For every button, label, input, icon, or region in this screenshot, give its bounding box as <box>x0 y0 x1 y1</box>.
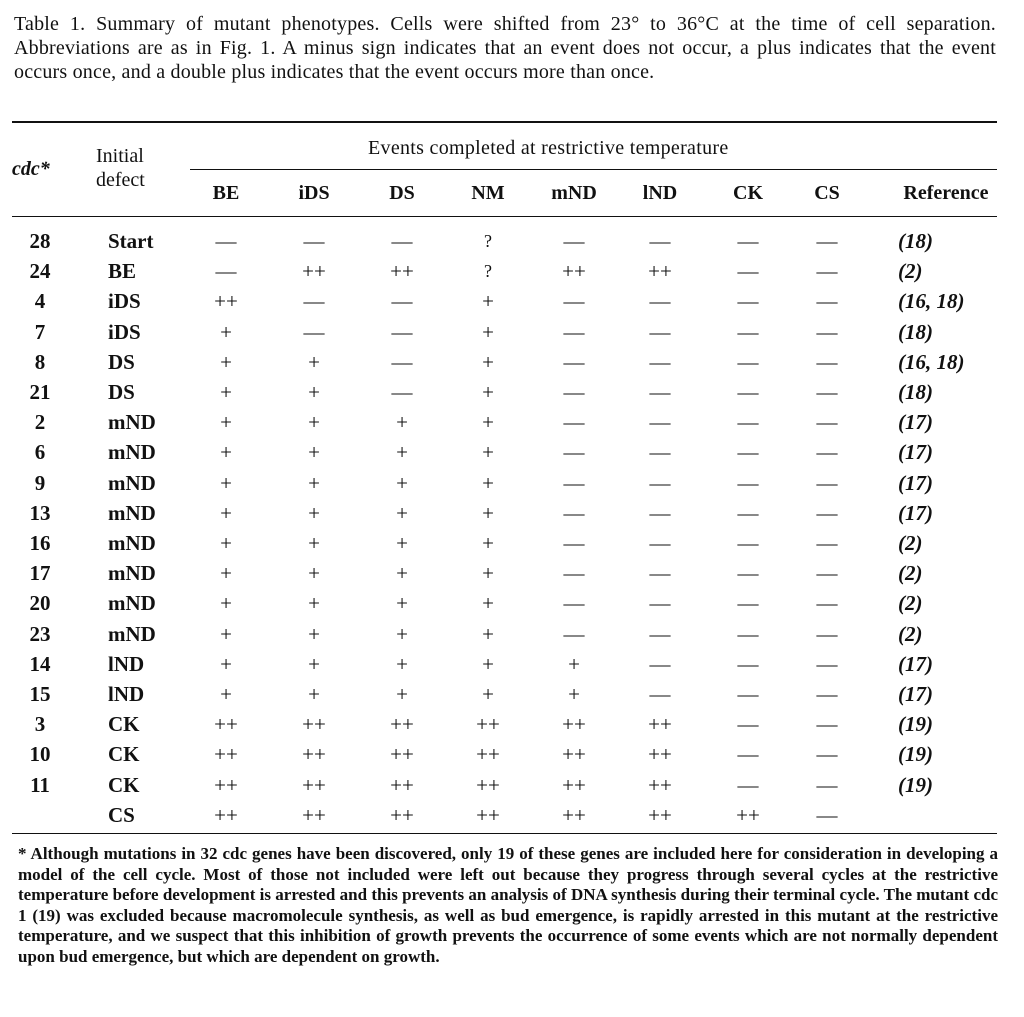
cdc-number: 6 <box>34 440 46 465</box>
event-cell-ck: — <box>737 410 759 435</box>
table-row <box>0 649 1024 679</box>
event-cell-nm: + <box>482 380 494 404</box>
event-cell-cs: — <box>816 682 838 706</box>
event-cell-ds: + <box>396 500 408 525</box>
event-cell-nm: + <box>482 319 494 344</box>
event-cell-cs: — <box>816 380 838 404</box>
event-cell-ids: + <box>308 651 320 676</box>
event-cell-be: + <box>220 682 232 706</box>
event-cell-mnd: — <box>563 561 585 586</box>
event-cell-lnd: — <box>649 561 671 586</box>
event-cell-lnd: — <box>649 682 671 706</box>
table-row <box>0 619 1024 649</box>
event-cell-ck: ++ <box>736 802 760 827</box>
event-cell-nm: + <box>482 470 494 495</box>
event-cell-ds: — <box>391 380 413 404</box>
initial-defect: iDS <box>108 319 141 344</box>
column-header-lnd: lND <box>642 182 678 204</box>
event-cell-be: ++ <box>214 742 238 767</box>
initial-defect: CK <box>108 712 140 737</box>
event-cell-lnd: — <box>649 531 671 555</box>
column-header-reference: Reference <box>903 182 989 204</box>
cdc-column-header: cdc* <box>12 158 50 180</box>
table-row <box>0 407 1024 437</box>
event-cell-ids: + <box>308 349 320 374</box>
reference-cell: (17) <box>898 651 933 676</box>
event-cell-be: + <box>220 531 232 555</box>
event-cell-be: + <box>220 470 232 495</box>
event-cell-ds: + <box>396 682 408 706</box>
table-row <box>0 347 1024 377</box>
cdc-number: 11 <box>30 772 50 797</box>
event-cell-ds: + <box>396 621 408 646</box>
event-cell-cs: — <box>816 531 838 555</box>
event-cell-ids: + <box>308 440 320 465</box>
reference-cell: (19) <box>898 772 933 797</box>
cdc-number: 15 <box>29 682 51 706</box>
event-cell-cs: — <box>816 410 838 435</box>
event-cell-lnd: — <box>649 651 671 676</box>
table-row <box>0 588 1024 618</box>
event-cell-mnd: ++ <box>562 259 586 284</box>
initial-defect: CS <box>108 802 135 827</box>
initial-defect: mND <box>108 410 156 435</box>
event-cell-ids: + <box>308 410 320 435</box>
event-cell-ck: — <box>737 651 759 676</box>
event-cell-cs: — <box>816 289 838 314</box>
reference-cell: (18) <box>898 229 933 253</box>
event-cell-be: ++ <box>214 802 238 827</box>
table-row <box>0 226 1024 256</box>
event-cell-mnd: — <box>563 229 585 253</box>
event-cell-be: ++ <box>214 712 238 737</box>
event-cell-ds: — <box>391 229 413 253</box>
event-cell-mnd: ++ <box>562 772 586 797</box>
event-cell-ds: + <box>396 651 408 676</box>
reference-cell: (19) <box>898 712 933 737</box>
bottom-rule <box>12 833 997 834</box>
event-cell-cs: — <box>816 440 838 465</box>
event-cell-ds: + <box>396 531 408 555</box>
event-cell-cs: — <box>816 470 838 495</box>
cdc-number: 13 <box>29 500 51 525</box>
event-cell-ids: + <box>308 682 320 706</box>
table-caption: Table 1. Summary of mutant phenotypes. Cells were shifted from 23° to 36°C at the time of cell separation. Abbreviations are as in Fig. 1. A minus sign indicates that an event does not occur, a plus indicates that the event occurs once, and a double plus indicates that the event occurs more than once. <box>14 13 996 83</box>
initial-defect: DS <box>108 380 135 404</box>
event-cell-ids: + <box>308 531 320 555</box>
event-cell-be: + <box>220 319 232 344</box>
event-cell-ck: — <box>737 742 759 767</box>
event-cell-mnd: — <box>563 349 585 374</box>
initial-defect: DS <box>108 349 135 374</box>
event-cell-ck: — <box>737 229 759 253</box>
event-cell-nm: + <box>482 621 494 646</box>
event-cell-cs: — <box>816 349 838 374</box>
event-cell-ids: + <box>308 380 320 404</box>
event-cell-be: + <box>220 500 232 525</box>
event-cell-ck: — <box>737 591 759 616</box>
event-cell-cs: — <box>816 561 838 586</box>
event-cell-nm: + <box>482 682 494 706</box>
event-cell-mnd: ++ <box>562 802 586 827</box>
event-cell-mnd: + <box>568 651 580 676</box>
reference-cell: (19) <box>898 742 933 767</box>
column-header-mnd: mND <box>551 182 597 204</box>
event-cell-mnd: — <box>563 319 585 344</box>
event-cell-cs: — <box>816 621 838 646</box>
column-header-ck: CK <box>733 182 763 204</box>
event-cell-nm: + <box>482 651 494 676</box>
initial-defect: mND <box>108 621 156 646</box>
reference-cell: (18) <box>898 319 933 344</box>
event-cell-cs: — <box>816 712 838 737</box>
event-cell-mnd: — <box>563 470 585 495</box>
event-cell-nm: + <box>482 349 494 374</box>
reference-cell: (2) <box>898 621 923 646</box>
initial-defect: mND <box>108 591 156 616</box>
event-cell-ds: — <box>391 349 413 374</box>
event-cell-lnd: ++ <box>648 712 672 737</box>
cdc-number: 2 <box>34 410 46 435</box>
event-cell-ck: — <box>737 712 759 737</box>
table-row <box>0 558 1024 588</box>
event-cell-ds: ++ <box>390 712 414 737</box>
event-cell-mnd: — <box>563 591 585 616</box>
event-cell-ck: — <box>737 289 759 314</box>
event-cell-lnd: — <box>649 229 671 253</box>
event-cell-ds: + <box>396 561 408 586</box>
event-cell-ids: + <box>308 561 320 586</box>
table-row <box>0 709 1024 739</box>
table-row <box>0 679 1024 709</box>
event-cell-ds: + <box>396 410 408 435</box>
reference-cell: (17) <box>898 470 933 495</box>
event-cell-be: ++ <box>214 772 238 797</box>
event-cell-be: + <box>220 561 232 586</box>
event-cell-ids: — <box>303 289 325 314</box>
cdc-number: 7 <box>34 319 46 344</box>
event-cell-be: ++ <box>214 289 238 314</box>
event-cell-ck: — <box>737 561 759 586</box>
cdc-number: 28 <box>29 229 51 253</box>
cdc-number: 20 <box>29 591 51 616</box>
event-cell-lnd: — <box>649 349 671 374</box>
event-cell-be: + <box>220 621 232 646</box>
event-cell-mnd: — <box>563 410 585 435</box>
initial-defect: CK <box>108 742 140 767</box>
event-cell-ids: + <box>308 621 320 646</box>
cdc-number: 23 <box>29 621 51 646</box>
event-cell-nm: ? <box>484 261 492 282</box>
event-cell-nm: ++ <box>476 772 500 797</box>
event-cell-nm: + <box>482 531 494 555</box>
event-cell-nm: + <box>482 440 494 465</box>
event-cell-mnd: — <box>563 440 585 465</box>
reference-cell: (2) <box>898 531 923 555</box>
event-cell-ck: — <box>737 349 759 374</box>
event-cell-lnd: ++ <box>648 742 672 767</box>
table-row <box>0 468 1024 498</box>
event-cell-be: + <box>220 591 232 616</box>
event-cell-ids: ++ <box>302 772 326 797</box>
event-cell-ck: — <box>737 621 759 646</box>
initial-defect: mND <box>108 561 156 586</box>
table-row <box>0 256 1024 286</box>
event-cell-ck: — <box>737 319 759 344</box>
table-row <box>0 528 1024 558</box>
event-cell-mnd: ++ <box>562 712 586 737</box>
event-cell-mnd: + <box>568 682 580 706</box>
initial-defect: lND <box>108 682 145 706</box>
event-cell-ds: ++ <box>390 802 414 827</box>
event-cell-cs: — <box>816 319 838 344</box>
table-footnote: * Although mutations in 32 cdc genes have been discovered, only 19 of these genes are included here for consideration in developing a model of the cell cycle. Most of those not included were left out because they progress through several cycles at the restrictive temperature before development is arrested and this prevents an analysis of DNA synthesis during their terminal cycle. The mutant cdc 1 (19) was excluded because macromolecule synthesis, as well as bud emergence, is rapidly arrested in this mutant at the restrictive temperature, and we suspect that this inhibition of growth prevents the occurrence of some events which are not normally dependent upon bud emergence, but which are dependent on growth. <box>18 844 998 966</box>
event-cell-ds: ++ <box>390 772 414 797</box>
event-cell-be: + <box>220 349 232 374</box>
event-cell-nm: ++ <box>476 802 500 827</box>
reference-cell: (16, 18) <box>898 289 965 314</box>
initial-defect-header-line2: defect <box>96 169 145 191</box>
event-cell-ids: + <box>308 500 320 525</box>
cdc-number: 9 <box>34 470 46 495</box>
table-row <box>0 498 1024 528</box>
column-header-cs: CS <box>814 182 840 204</box>
event-cell-lnd: — <box>649 500 671 525</box>
cdc-number: 21 <box>29 380 51 404</box>
event-cell-ds: + <box>396 470 408 495</box>
event-cell-ck: — <box>737 531 759 555</box>
event-cell-lnd: — <box>649 470 671 495</box>
event-cell-ck: — <box>737 259 759 284</box>
event-cell-cs: — <box>816 651 838 676</box>
event-cell-ids: ++ <box>302 802 326 827</box>
event-cell-ids: + <box>308 591 320 616</box>
event-cell-mnd: — <box>563 380 585 404</box>
event-cell-nm: + <box>482 591 494 616</box>
cdc-number: 14 <box>29 651 51 676</box>
cdc-number: 17 <box>29 561 51 586</box>
initial-defect: BE <box>108 259 137 284</box>
event-cell-mnd: — <box>563 621 585 646</box>
cdc-number: 24 <box>29 259 51 284</box>
event-cell-ids: + <box>308 470 320 495</box>
event-cell-ds: + <box>396 440 408 465</box>
initial-defect: iDS <box>108 289 141 314</box>
reference-cell: (18) <box>898 380 933 404</box>
event-cell-ids: — <box>303 229 325 253</box>
event-cell-cs: — <box>816 229 838 253</box>
event-cell-ds: + <box>396 591 408 616</box>
table-row <box>0 739 1024 769</box>
reference-cell: (2) <box>898 259 923 284</box>
event-cell-mnd: — <box>563 500 585 525</box>
table-row <box>0 317 1024 347</box>
event-cell-lnd: — <box>649 380 671 404</box>
event-cell-be: — <box>215 259 237 284</box>
event-cell-nm: + <box>482 561 494 586</box>
table-row <box>0 377 1024 407</box>
event-cell-lnd: — <box>649 410 671 435</box>
cdc-number: 16 <box>29 531 51 555</box>
event-cell-ds: ++ <box>390 742 414 767</box>
event-cell-nm: + <box>482 410 494 435</box>
event-cell-mnd: ++ <box>562 742 586 767</box>
event-cell-cs: — <box>816 802 838 827</box>
column-header-ids: iDS <box>298 182 330 204</box>
reference-cell: (17) <box>898 440 933 465</box>
event-cell-ck: — <box>737 380 759 404</box>
initial-defect: Start <box>108 229 154 253</box>
event-cell-cs: — <box>816 772 838 797</box>
initial-defect: lND <box>108 651 145 676</box>
table-row <box>0 437 1024 467</box>
reference-cell: (17) <box>898 682 933 706</box>
event-cell-cs: — <box>816 500 838 525</box>
initial-defect-header-line1: Initial <box>96 145 144 167</box>
event-cell-be: — <box>215 229 237 253</box>
column-header-ds: DS <box>389 182 415 204</box>
event-cell-ids: ++ <box>302 259 326 284</box>
event-cell-nm: + <box>482 289 494 314</box>
event-cell-lnd: ++ <box>648 772 672 797</box>
event-cell-be: + <box>220 410 232 435</box>
event-cell-ds: ++ <box>390 259 414 284</box>
event-cell-lnd: ++ <box>648 259 672 284</box>
header-bottom-rule <box>12 216 997 217</box>
initial-defect: mND <box>108 500 156 525</box>
event-cell-nm: ++ <box>476 742 500 767</box>
event-cell-mnd: — <box>563 289 585 314</box>
event-cell-ds: — <box>391 289 413 314</box>
table-row <box>0 770 1024 800</box>
initial-defect: CK <box>108 772 140 797</box>
event-cell-ck: — <box>737 682 759 706</box>
column-header-be: BE <box>212 182 240 204</box>
cdc-number: 10 <box>29 742 51 767</box>
events-group-header: Events completed at restrictive temperature <box>368 137 729 159</box>
event-cell-ck: — <box>737 470 759 495</box>
event-cell-mnd: — <box>563 531 585 555</box>
event-cell-nm: ++ <box>476 712 500 737</box>
reference-cell: (2) <box>898 561 923 586</box>
event-cell-be: + <box>220 440 232 465</box>
cdc-number: 3 <box>34 712 46 737</box>
event-cell-lnd: ++ <box>648 802 672 827</box>
cdc-number: 8 <box>34 349 46 374</box>
initial-defect: mND <box>108 440 156 465</box>
initial-defect: mND <box>108 531 156 555</box>
initial-defect: mND <box>108 470 156 495</box>
top-rule <box>12 121 997 123</box>
event-cell-ids: ++ <box>302 712 326 737</box>
event-cell-cs: — <box>816 591 838 616</box>
event-cell-ids: — <box>303 319 325 344</box>
event-cell-ds: — <box>391 319 413 344</box>
reference-cell: (16, 18) <box>898 349 965 374</box>
event-cell-nm: + <box>482 500 494 525</box>
event-cell-ck: — <box>737 500 759 525</box>
event-cell-lnd: — <box>649 319 671 344</box>
reference-cell: (17) <box>898 410 933 435</box>
event-cell-ck: — <box>737 440 759 465</box>
group-header-rule <box>190 169 997 170</box>
event-cell-be: + <box>220 380 232 404</box>
event-cell-be: + <box>220 651 232 676</box>
column-header-nm: NM <box>471 182 505 204</box>
event-cell-nm: ? <box>484 231 492 251</box>
event-cell-lnd: — <box>649 621 671 646</box>
event-cell-cs: — <box>816 259 838 284</box>
event-cell-ck: — <box>737 772 759 797</box>
event-cell-cs: — <box>816 742 838 767</box>
event-cell-lnd: — <box>649 591 671 616</box>
table-row <box>0 286 1024 316</box>
event-cell-lnd: — <box>649 440 671 465</box>
cdc-number: 4 <box>34 289 46 314</box>
reference-cell: (17) <box>898 500 933 525</box>
event-cell-lnd: — <box>649 289 671 314</box>
reference-cell: (2) <box>898 591 923 616</box>
table-row <box>0 800 1024 830</box>
event-cell-ids: ++ <box>302 742 326 767</box>
